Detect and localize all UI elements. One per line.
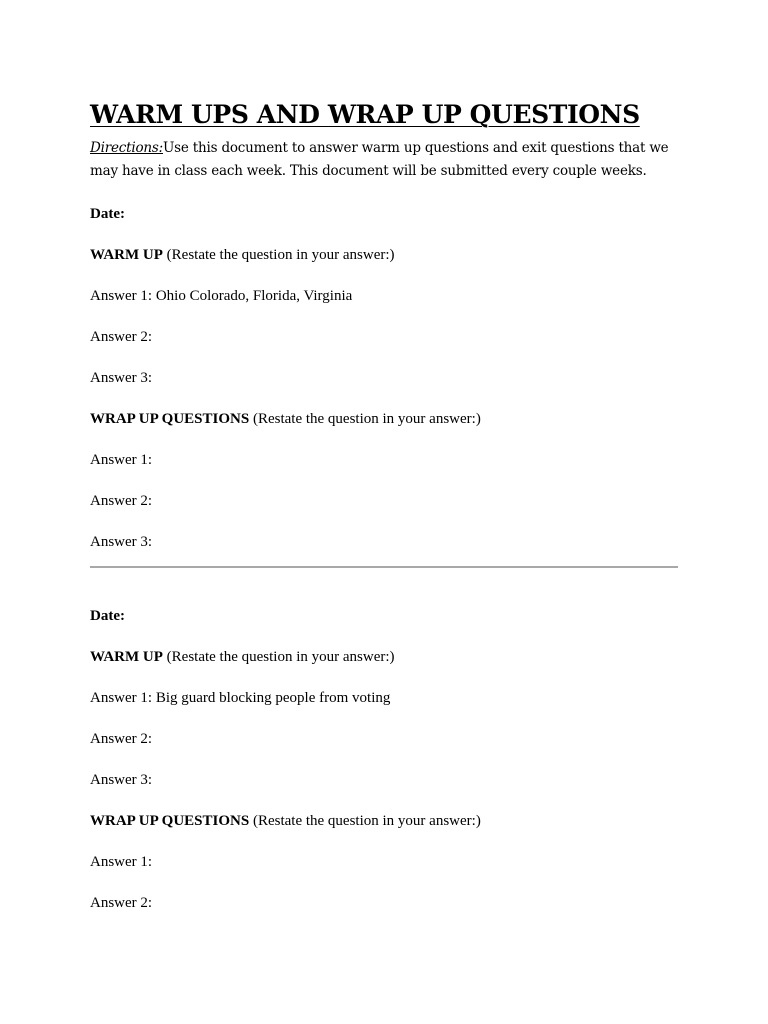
- entry-2: [90, 607, 678, 935]
- directions-label: Directions:: [90, 140, 163, 156]
- directions-text: Use this document to answer warm up questions and exit questions that we may have in class each week. This document will be submitted every couple weeks.: [90, 140, 669, 179]
- wrap-up-answer-2: Answer 2:: [90, 493, 153, 509]
- warm-up-heading: [90, 648, 678, 689]
- date-label: Date:: [90, 206, 125, 222]
- warm-up-label: WARM UP: [90, 649, 163, 665]
- warm-up-answer-1: Answer 1: Big guard blocking people from voting: [90, 690, 391, 706]
- section-divider: [90, 566, 678, 568]
- wrap-up-instruction: (Restate the question in your answer:): [252, 813, 481, 829]
- wrap-up-answer-2: Answer 2:: [90, 895, 153, 911]
- date-line: [90, 205, 678, 246]
- wrap-up-label: WRAP UP QUESTIONS: [90, 813, 250, 829]
- wrap-up-heading: [90, 812, 678, 853]
- wrap-up-answer-3: Answer 3:: [90, 534, 153, 550]
- warm-up-answer-3: Answer 3:: [90, 772, 153, 788]
- warm-up-answer-1: Answer 1: Ohio Colorado, Florida, Virginia: [90, 288, 353, 304]
- entry-1: [90, 205, 678, 574]
- wrap-up-label: WRAP UP QUESTIONS: [90, 411, 250, 427]
- date-label: Date:: [90, 608, 125, 624]
- wrap-up-instruction: (Restate the question in your answer:): [252, 411, 481, 427]
- warm-up-instruction: (Restate the question in your answer:): [166, 649, 395, 665]
- warm-up-answer-3: Answer 3:: [90, 370, 153, 386]
- directions-paragraph: [90, 137, 678, 183]
- wrap-up-answer-1: Answer 1:: [90, 854, 153, 870]
- document-title: WARM UPS AND WRAP UP QUESTIONS: [90, 100, 640, 129]
- date-line: [90, 607, 678, 648]
- warm-up-heading: [90, 246, 678, 287]
- document-page: [90, 96, 678, 935]
- warm-up-instruction: (Restate the question in your answer:): [166, 247, 395, 263]
- warm-up-answer-2: Answer 2:: [90, 329, 153, 345]
- wrap-up-answer-1: Answer 1:: [90, 452, 153, 468]
- wrap-up-heading: [90, 410, 678, 451]
- warm-up-answer-2: Answer 2:: [90, 731, 153, 747]
- warm-up-label: WARM UP: [90, 247, 163, 263]
